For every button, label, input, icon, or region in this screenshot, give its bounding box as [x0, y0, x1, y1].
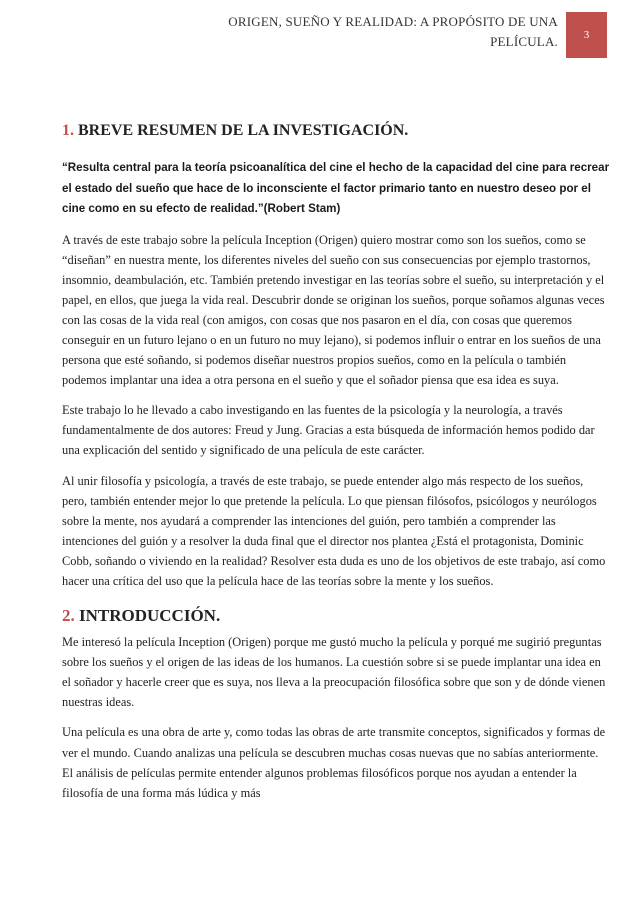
page-number-badge — [566, 12, 607, 58]
paragraph: Este trabajo lo he llevado a cabo investigando en las fuentes de la psicología y la neurología, a través fundamentalmente de dos autores: Freud y Jung. Gracias a esta búsqueda de información hemos podido dar una explicación del sentido y significado de una película de este carácter. — [62, 403, 595, 458]
paragraph: Al unir filosofía y psicología, a través de este trabajo, se puede entender algo más respecto de los sueños, pero, también entender mejor lo que pretende la película. Lo que piensan filósofos, psicólogos y neurólogos sobre la mente, nos ayudará a comprender las intenciones del guión, pero también a comprender las intenciones del guión y a resolver la duda final que el director nos plantea ¿Está el protagonista, Dominic Cobb, soñando o viviendo en la realidad? Resolver esta duda es uno de los objetivos de este trabajo, así como hacer una crítica del uso que la película hace de las teorías sobre la mente y los sueños. — [62, 473, 606, 588]
epigraph-quote: “Resulta central para la teoría psicoanalítica del cine el hecho de la capacidad del cine para recrear el estado del sueño que hace de lo inconsciente el factor primario tanto en nuestro deseo por el cine como en su efecto de realidad.”(Robert Stam) — [62, 161, 610, 215]
section-heading-introduction — [62, 605, 610, 627]
running-header — [150, 12, 558, 52]
header-title-line1: ORIGEN, SUEÑO Y REALIDAD: A PROPÓSITO DE UNA — [228, 14, 558, 29]
page-number: 3 — [583, 29, 590, 41]
document-body — [62, 121, 610, 813]
header-title-line2: PELÍCULA. — [490, 34, 558, 49]
section-number: 1. — [62, 122, 74, 139]
paragraph: A través de este trabajo sobre la película Inception (Origen) quiero mostrar como son los sueños, como se “diseñan” en nuestra mente, los diferentes niveles del sueño con sus consecuencias por ejemplo trastornos, insomnio, deambulación, etc. También pretendo investigar en las teorías sobre el sueño, su interpretación y el papel, en ellos, que juega la vida real. Descubrir donde se originan los sueños, porque soñamos algunas veces con las cosas de la vida real (con amigos, con cosas que nos pasaron en el día, con cosas que queremos conseguir en un futuro lejano o en un futuro no muy lejano), si podemos influir o entrar en los sueños de una persona que esté soñando, si podemos diseñar nuestros propios sueños, como en la película o también podemos implantar una idea a otra persona en el sueño y que el soñador piensa que esa idea es suya. — [62, 232, 605, 388]
paragraph: Una película es una obra de arte y, como todas las obras de arte transmite conceptos, significados y formas de ver el mundo. Cuando analizas una película se descubren muchas cosas nuevas que no sabías anteriormente. El análisis de películas permite entender algunos problemas filosóficos porque nos ayudan a entender la filosofía de una forma más lúdica y más — [62, 725, 606, 800]
section-number: 2. — [62, 606, 75, 626]
section-title: BREVE RESUMEN DE LA INVESTIGACIÓN. — [78, 122, 409, 139]
paragraph: Me interesó la película Inception (Origen) porque me gustó mucho la película y porqué me sugirió preguntas sobre los sueños y el origen de las ideas de los humanos. La cuestión sobre si se puede implantar una idea en el soñador y hacerle creer que es suya, nos lleva a la preocupación filosófica sobre que son y de dónde vienen nuestras ideas. — [62, 635, 606, 710]
section-title: INTRODUCCIÓN. — [79, 606, 221, 626]
section-heading-summary — [62, 121, 610, 141]
